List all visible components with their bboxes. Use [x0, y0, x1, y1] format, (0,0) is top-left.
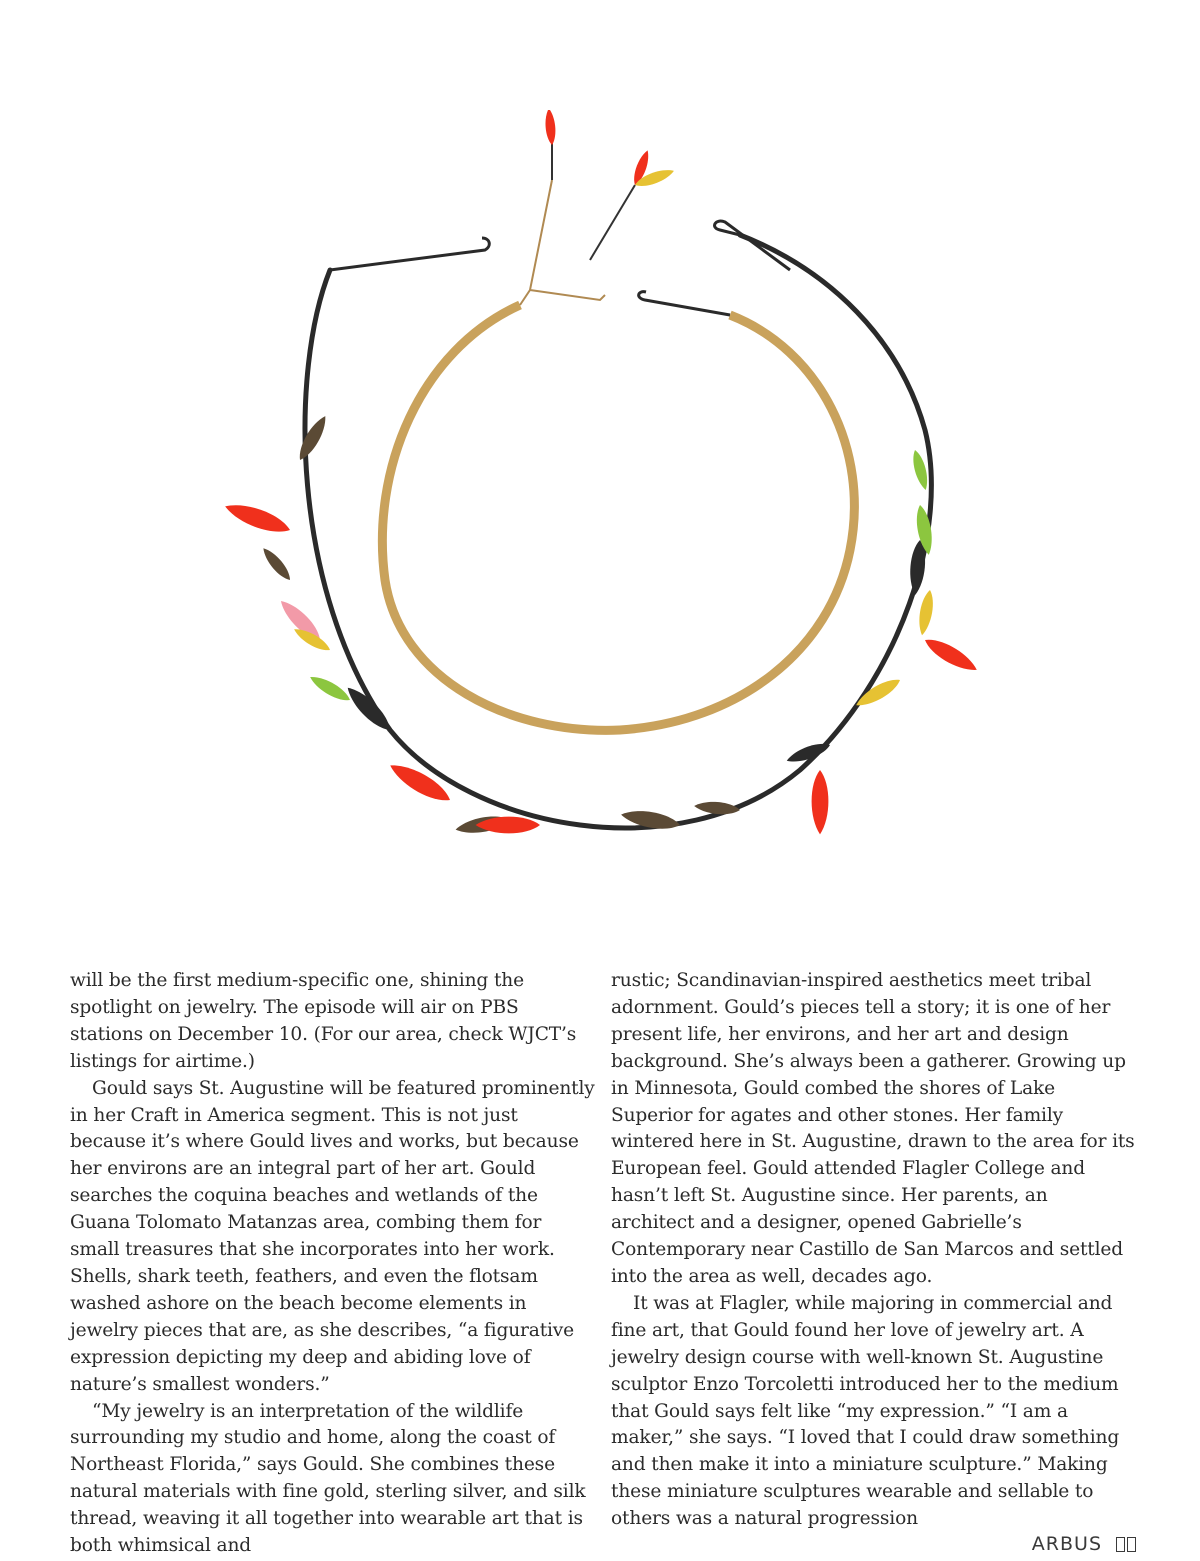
page-number-placeholder-icon: [1116, 1537, 1136, 1552]
magazine-name: ARBUS: [1031, 1533, 1102, 1555]
left-text-column: [70, 968, 595, 1560]
outer-necklace-wire: [305, 235, 931, 828]
left-paragraph-2: Gould says St. Augustine will be featured prominently in her Craft in America segment. This is not just because it’s where Gould lives and works, but because her environs are an integral part of her art. Gould searches the coquina beaches and wetlands of the Guana Tolomato Matanzas area, combing them for small treasures that she incorporates into her work. Shells, shark teeth, feathers, and even the flotsam washed ashore on the beach become elements in jewelry pieces that are, as she describes, “a figurative expression depicting my deep and abiding love of nature’s smallest wonders.”: [70, 1077, 595, 1395]
outer-necklace-hook-left: [330, 238, 489, 270]
inner-necklace-chain: [520, 180, 605, 305]
top-feather-stem-right: [590, 185, 635, 260]
right-paragraph-2: It was at Flagler, while majoring in commercial and fine art, that Gould found her love of jewelry art. A jewelry design course with well-known St. Augustine sculptor Enzo Torcoletti introduced her to the medium that Gould says felt like “my expression.” “I am a maker,” she says. “I loved that I could draw something and then make it into a miniature sculpture.” Making these miniature sculptures wearable and sellable to others was a natural progression: [611, 1292, 1120, 1530]
left-paragraph-1: will be the first medium-specific one, shining the spotlight on jewelry. The episode will air on PBS stations on December 10. (For our area, check WJCT’s listings for airtime.): [70, 970, 577, 1072]
inner-gold-necklace: [382, 305, 854, 730]
page-footer: [1032, 1533, 1136, 1555]
right-paragraph-1: rustic; Scandinavian-inspired aesthetics meet tribal adornment. Gould’s pieces tell a story; it is one of her present life, her environs, and her art and design background. She’s always been a gatherer. Growing up in Minnesota, Gould combed the shores of Lake Superior for agates and other stones. Her family wintered here in St. Augustine, drawn to the area for its European feel. Gould attended Flagler College and hasn’t left St. Augustine since. Her parents, an architect and a designer, opened Gabrielle’s Contemporary near Castillo de San Marcos and settled into the area as well, decades ago.: [611, 970, 1135, 1287]
outer-necklace-hook-right: [715, 221, 790, 270]
left-paragraph-3: “My jewelry is an interpretation of the wildlife surrounding my studio and home, along the coast of Northeast Florida,” says Gould. She combines these natural materials with fine gold, sterling silver, and silk thread, weaving it all together into wearable art that is both whimsical and: [70, 1400, 586, 1557]
necklace-photo: [180, 110, 1000, 890]
inner-necklace-hook: [639, 292, 730, 315]
right-text-column: [611, 968, 1136, 1533]
